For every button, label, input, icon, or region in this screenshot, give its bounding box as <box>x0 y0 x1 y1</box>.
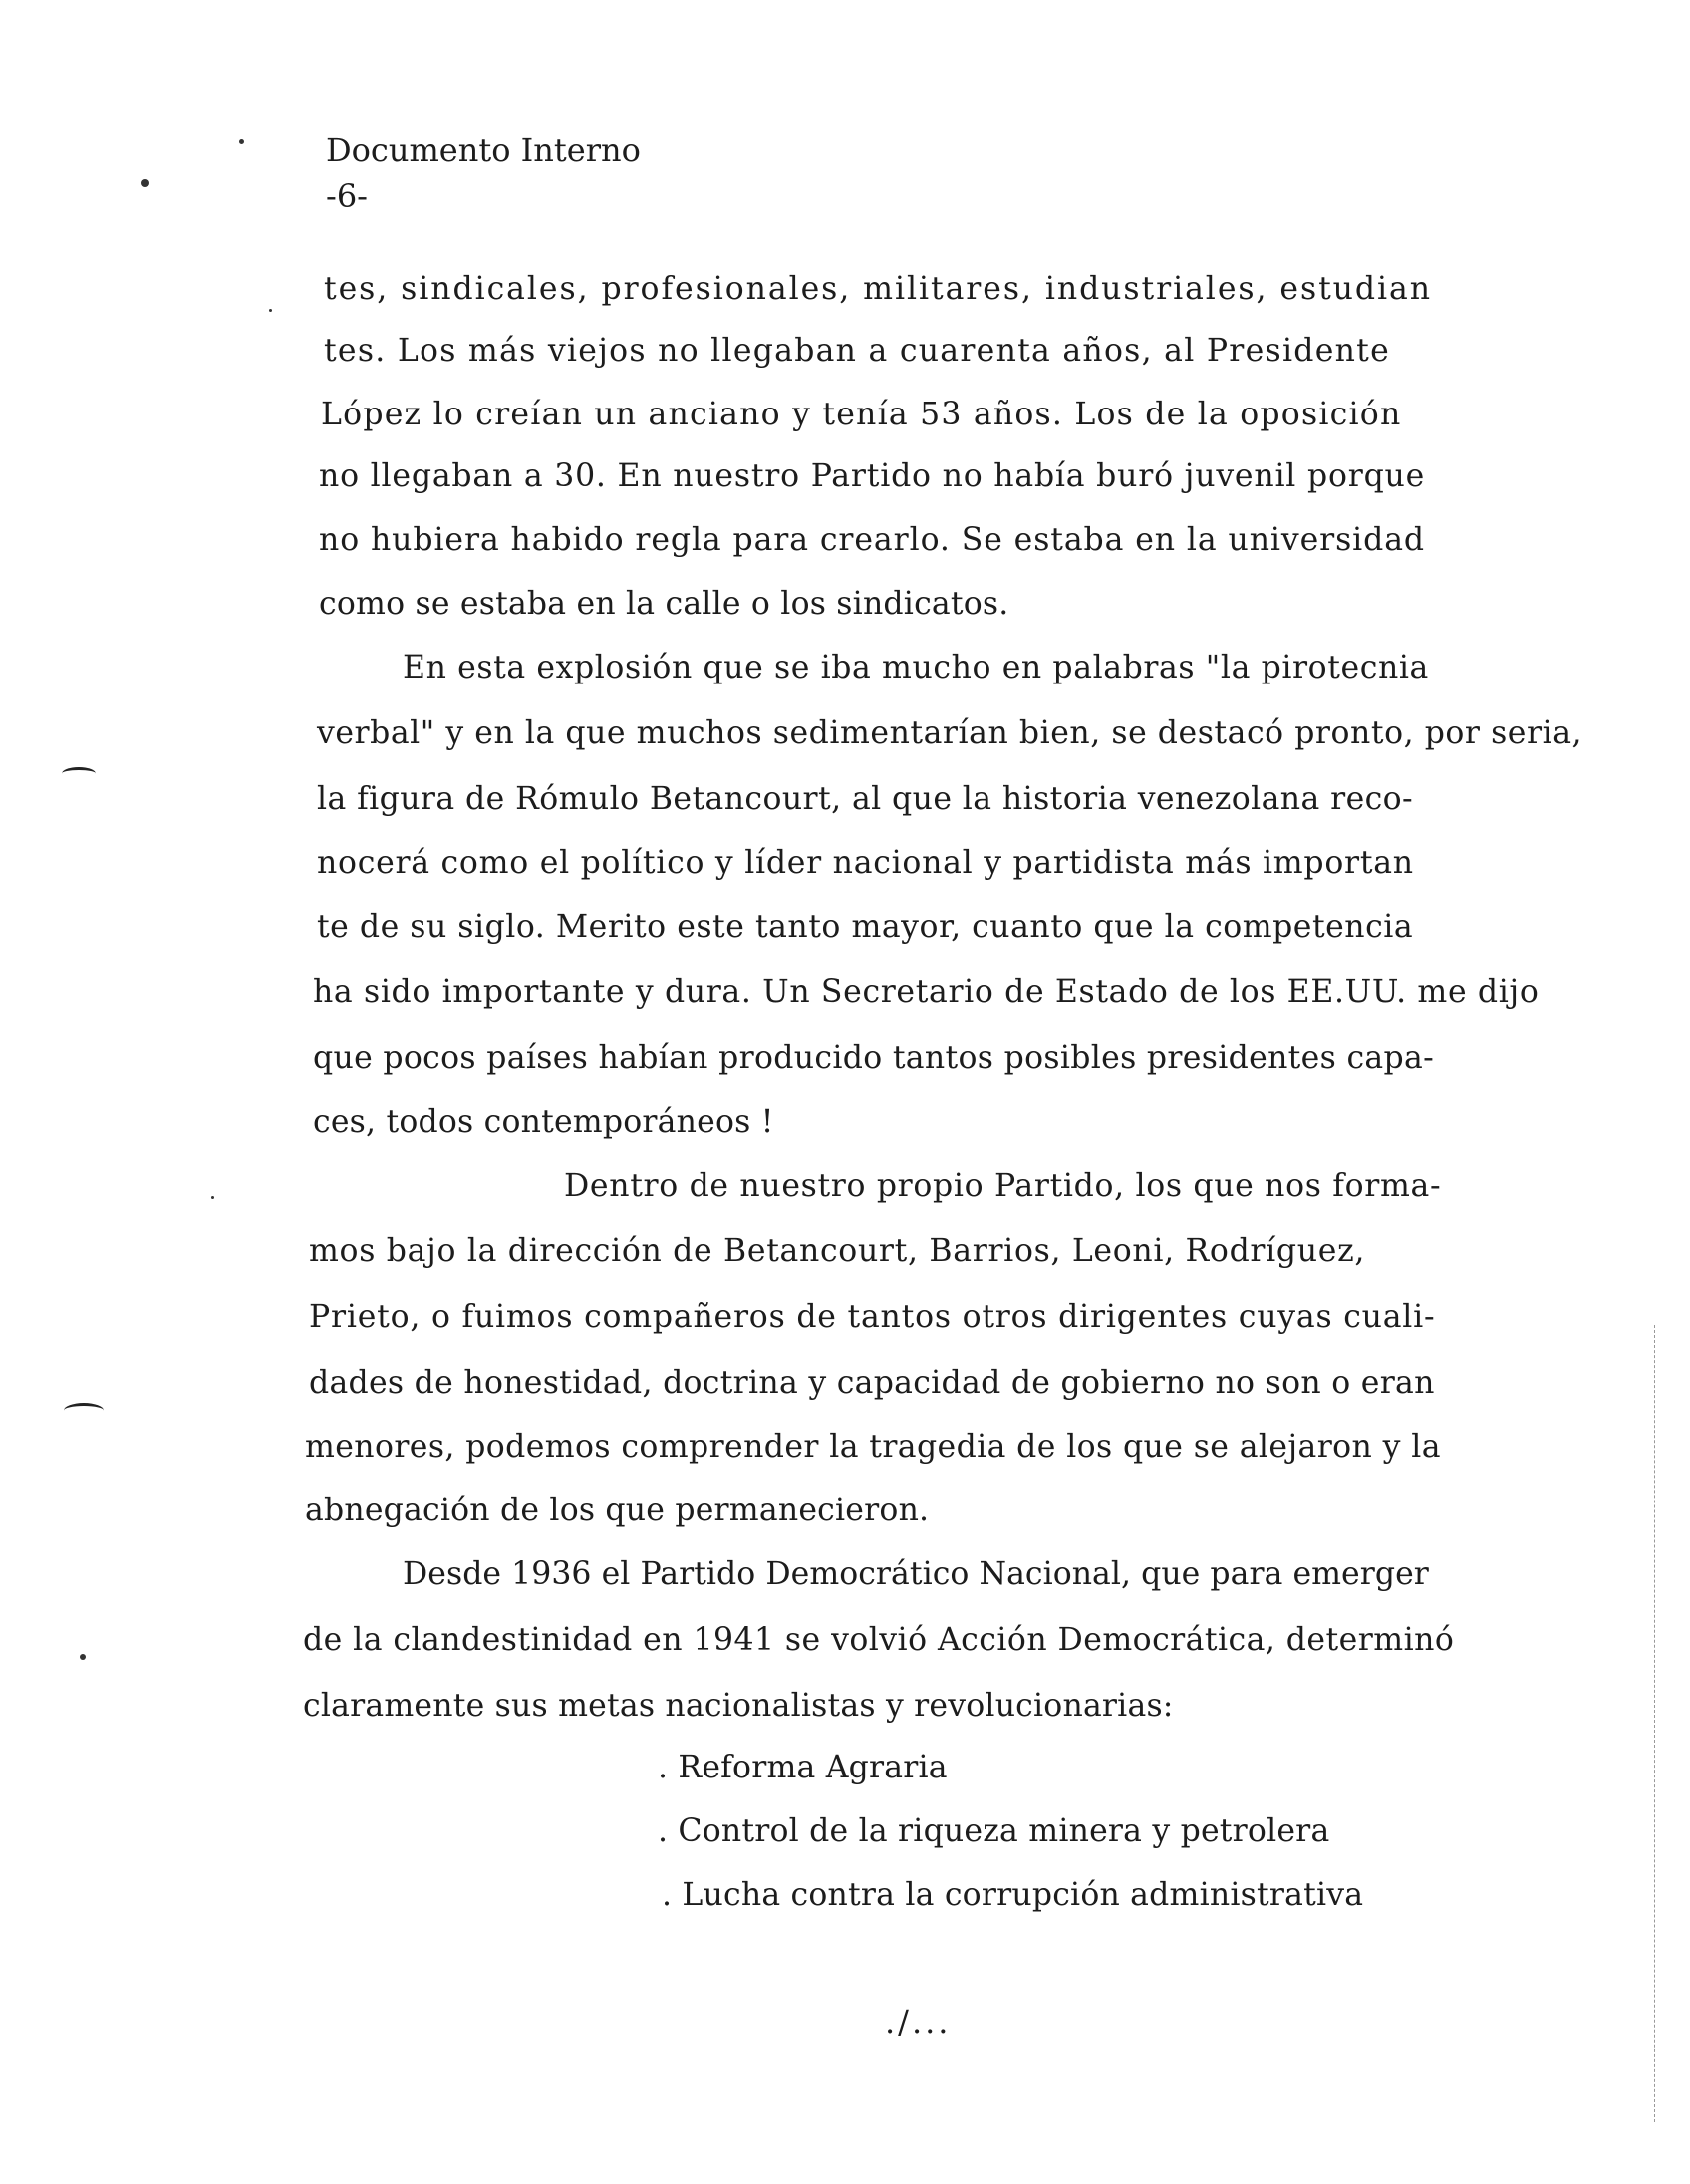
body-line: la figura de Rómulo Betancourt, al que la historia venezolana reco- <box>317 781 1414 817</box>
body-line: Dentro de nuestro propio Partido, los que nos forma- <box>564 1168 1442 1204</box>
document-header <box>326 128 641 219</box>
body-line: tes, sindicales, profesionales, militares, industriales, estudian <box>324 271 1432 307</box>
body-line: En esta explosión que se iba mucho en palabras "la pirotecnia <box>403 650 1429 685</box>
scan-speck <box>141 179 149 187</box>
body-line: no hubiera habido regla para crearlo. Se estaba en la universidad <box>319 522 1425 558</box>
body-line: Desde 1936 el Partido Democrático Nacional, que para emerger <box>403 1556 1429 1592</box>
body-line: ha sido importante y dura. Un Secretario de Estado de los EE.UU. me dijo <box>313 974 1540 1010</box>
punch-hole-mark <box>64 1403 104 1418</box>
punch-hole-mark <box>62 767 96 780</box>
page-number: -6- <box>326 177 368 215</box>
list-item: . Control de la riqueza minera y petrolera <box>658 1813 1330 1849</box>
body-line: abnegación de los que permanecieron. <box>305 1493 930 1528</box>
body-line: que pocos países habían producido tantos posibles presidentes capa- <box>313 1040 1435 1076</box>
list-item: . Reforma Agraria <box>658 1750 948 1785</box>
scan-speck <box>211 1196 214 1199</box>
scan-edge-line <box>1654 1325 1655 2122</box>
body-line: tes. Los más viejos no llegaban a cuarenta años, al Presidente <box>324 333 1391 369</box>
body-line: claramente sus metas nacionalistas y revolucionarias: <box>303 1688 1174 1724</box>
list-item: . Lucha contra la corrupción administrativa <box>662 1877 1364 1913</box>
document-title: Documento Interno <box>326 132 641 169</box>
body-line: ces, todos contemporáneos ! <box>313 1104 774 1140</box>
body-line: verbal" y en la que muchos sedimentarían bien, se destacó pronto, por seria, <box>317 715 1583 751</box>
body-line: dades de honestidad, doctrina y capacidad de gobierno no son o eran <box>309 1365 1435 1401</box>
scan-speck <box>269 309 272 312</box>
body-line: López lo creían un anciano y tenía 53 años. Los de la oposición <box>321 397 1402 432</box>
body-line: nocerá como el político y líder nacional y partidista más importan <box>317 845 1414 881</box>
body-line: no llegaban a 30. En nuestro Partido no había buró juvenil porque <box>319 458 1426 494</box>
body-line: Prieto, o fuimos compañeros de tantos otros dirigentes cuyas cuali- <box>309 1299 1436 1335</box>
scan-speck <box>239 139 244 144</box>
body-line: de la clandestinidad en 1941 se volvió Acción Democrática, determinó <box>303 1622 1455 1658</box>
body-line: mos bajo la dirección de Betancourt, Barrios, Leoni, Rodríguez, <box>309 1233 1366 1269</box>
scan-speck <box>80 1654 86 1660</box>
body-line: te de su siglo. Merito este tanto mayor, cuanto que la competencia <box>317 909 1414 945</box>
body-line: como se estaba en la calle o los sindicatos. <box>319 586 1009 622</box>
body-line: menores, podemos comprender la tragedia de los que se alejaron y la <box>305 1429 1441 1465</box>
continuation-mark: ./... <box>885 2003 952 2041</box>
